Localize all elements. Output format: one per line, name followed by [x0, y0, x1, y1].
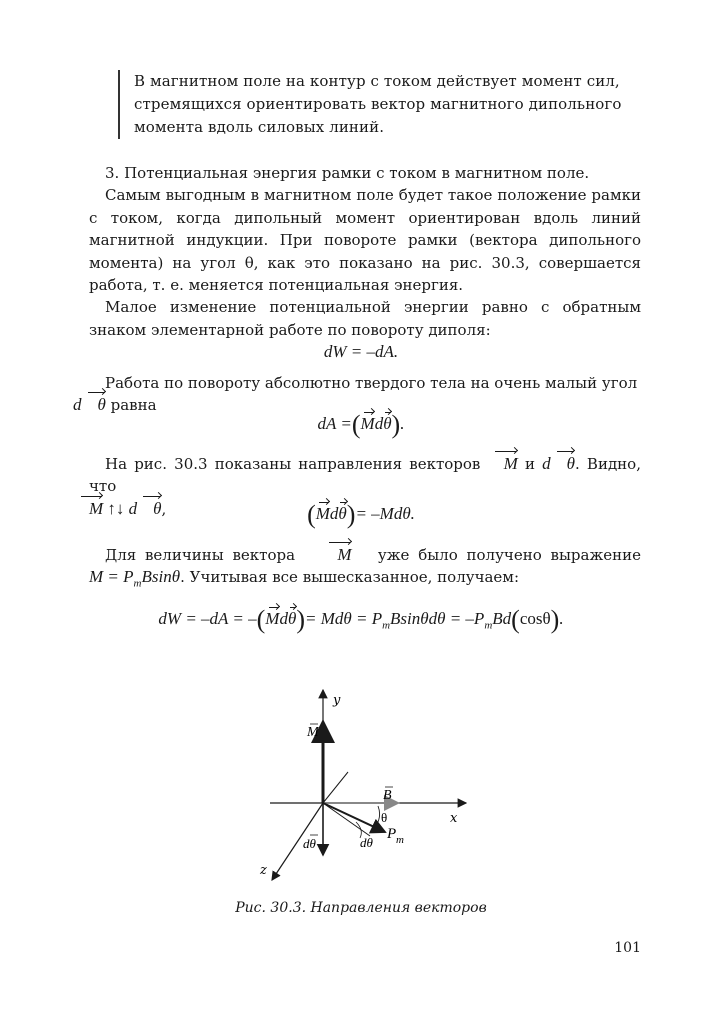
label-x: x: [450, 811, 458, 826]
paragraph-5-c: . Учитывая все вышесказанное, получаем:: [180, 568, 520, 587]
label-theta: θ: [381, 810, 388, 825]
frame-line: [323, 772, 348, 803]
vector-Pm: [323, 803, 388, 832]
callout-line-1: В магнитном поле на контур с током действует момент сил,: [134, 72, 620, 90]
label-B: B: [383, 788, 392, 803]
page-number: 101: [614, 940, 641, 956]
f4-e: cosθ: [519, 609, 551, 628]
formula-da-lhs: dA =: [317, 414, 352, 433]
vec-M-2: M: [488, 453, 518, 475]
f4-c: Bsinθdθ = –P: [390, 609, 485, 628]
theta-arc: [376, 806, 380, 826]
paragraph-4-and: и: [524, 455, 535, 473]
f4-b: = Mdθ = P: [304, 609, 383, 628]
theta-vector: θ: [82, 394, 106, 416]
d-1: d: [374, 414, 384, 433]
paragraph-5-a: Для величины вектора: [105, 546, 296, 564]
formula-dw-text: dW = –dA.: [323, 342, 399, 361]
vec-theta-4: θ: [338, 504, 347, 523]
antiparallel-symbol: ↑↓: [107, 498, 125, 518]
formula-final: dW = $-dA = -(Md\theta)= Md\theta = P_mBsin\theta d\theta = -P_mBd(\cos\theta)$.: [158, 605, 564, 634]
paragraph-4: На рис. 30.3 показаны направления векторов M и d θ. Видно, что M ↑↓ d θ,: [89, 453, 641, 520]
formula-da: dA =(Mdθ).: [317, 410, 405, 439]
vec-theta-1: θ: [383, 414, 392, 433]
label-M: M: [307, 725, 319, 740]
label-dtheta-vec: dθ: [303, 836, 316, 851]
f4-d: Bd: [492, 609, 512, 628]
d-4: d: [329, 504, 339, 523]
paragraph-4-a: На рис. 30.3 показаны направления векторов: [105, 455, 481, 473]
d-symbol: d: [73, 395, 82, 415]
m-eq: M = P: [89, 567, 134, 587]
vec-M-4: M: [315, 504, 330, 523]
paragraph-4-b: . Видно, что: [89, 455, 641, 496]
figure-caption: Рис. 30.3. Направления векторов: [235, 900, 487, 916]
vec-theta-2: θ: [551, 453, 575, 475]
vec-M-5: M: [321, 544, 351, 566]
label-Pm-sub: m: [396, 834, 404, 846]
label-z: z: [260, 863, 267, 878]
callout-line-2: стремящихся ориентировать вектор магнитного дипольного: [134, 95, 622, 113]
label-y: y: [333, 693, 341, 708]
m-sub-1: m: [133, 577, 142, 590]
vec-M-1: M: [360, 414, 375, 433]
formula-dot-rhs: = –Mdθ.: [355, 504, 415, 523]
label-Pm: P: [387, 826, 397, 842]
paragraph-3-a: Работа по повороту абсолютно твердого тела на очень малый угол: [105, 374, 638, 392]
d-5: d: [279, 609, 288, 628]
callout-line-3: момента вдоль силовых линий.: [134, 118, 385, 136]
vec-M-3: M: [73, 498, 103, 520]
formula-dot: (Mdθ)= –Mdθ.: [307, 500, 415, 529]
paragraph-2: Малое изменение потенциальной энергии равно с обратным знаком элементарной работе по повороту диполя:: [89, 298, 641, 339]
d-2: d: [542, 454, 551, 473]
paragraph-5-b: уже было получено выражение: [377, 546, 641, 564]
paragraph-3-b: равна: [110, 396, 157, 415]
section-heading: 3. Потенциальная энергия рамки с током в магнитном поле.: [105, 164, 590, 182]
paragraph-1: Самым выгодным в магнитном поле будет такое положение рамки с током, когда дипольный момент ориентирован вдоль линий магнитной индукции. При повороте рамки (вектора дипольного момента) на угол θ, как это показано на рис. 30.3, совершается работа, т. е. меняется потенциальная энергия.: [89, 186, 641, 295]
vec-theta-5: θ: [287, 609, 297, 628]
m-sub-3: m: [484, 619, 493, 632]
label-dtheta-arc: dθ: [360, 835, 373, 850]
d-3: d: [128, 498, 138, 518]
f4-a: dW = –dA = –: [158, 609, 257, 628]
vector-Pm-prev: [323, 803, 370, 836]
bsin: Bsinθ: [141, 567, 181, 587]
vec-theta-3: θ: [137, 498, 161, 520]
vec-M-6: M: [265, 609, 280, 628]
m-sub-2: m: [382, 619, 391, 632]
